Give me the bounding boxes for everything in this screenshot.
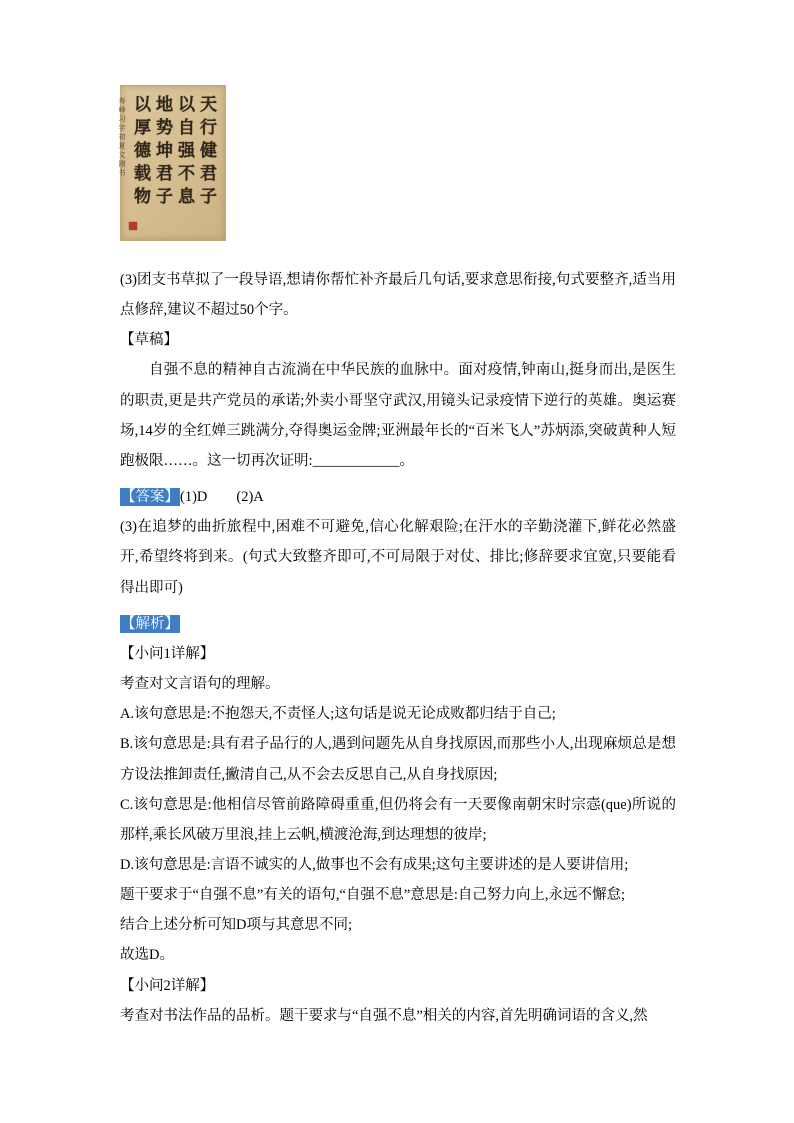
draft-period: 。 [399,452,415,469]
sub2-label: 【小问2详解】 [120,977,215,994]
draft-paragraph [120,355,676,476]
red-seal-icon [129,222,137,230]
analysis-line: 故选D。 [120,947,174,964]
calligraphy-text [118,95,217,231]
answer-part3-paragraph: (3)在追梦的曲折旅程中,困难不可避免,信心化解艰险;在汗水的辛勤浇灌下,鲜花必然盛开,希望终将到来。(句式大致整齐即可,不可局限于对仗、排比;修辞要求宜宽,只要能看得出即可) [120,519,676,596]
answer-blank: ____________ [312,452,400,469]
calligraphy-column-2: 以自强不息 [175,95,194,210]
analysis-line: 结合上述分析可知D项与其意思不同; [120,917,352,934]
analysis-line: D.该句意思是:言语不诚实的人,做事也不会有成果;这句主要讲述的是人要讲信用; [120,856,629,873]
calligraphy-signature: 寿峰习字初夏文刚书 [118,97,126,178]
answer-line [120,482,676,512]
draft-label: 【草稿】 [120,332,178,349]
calligraphy-image [120,85,226,241]
analysis-line: C.该句意思是:他相信尽管前路障碍重重,但仍将会有一天要像南朝宋时宗悫(que)所说的那样,乘长风破万里浪,挂上云帆,横渡沧海,到达理想的彼岸; [120,796,676,843]
question-part3-paragraph: (3)团支书草拟了一段导语,想请你帮忙补齐最后几句话,要求意思衔接,句式要整齐,适当用点修辞,建议不超过50个字。 [120,272,676,319]
calligraphy-column-1: 天行健君子 [197,95,216,210]
sub2-paragraph: 考查对书法作品的品析。题干要求与“自强不息”相关的内容,首先明确词语的含义,然 [120,1007,648,1024]
analysis-label: 【解析】 [121,615,179,632]
analysis-line: A.该句意思是:不抱怨天,不责怪人;这句话是说无论成败都归结于自己; [120,706,556,723]
calligraphy-column-3: 地势坤君子 [153,95,172,210]
analysis-line: 题干要求于“自强不息”有关的语句,“自强不息”意思是:自己努力向上,永远不懈怠; [120,887,626,904]
sub1-label: 【小问1详解】 [120,645,215,662]
analysis-line: B.该句意思是:具有君子品行的人,遇到问题先从自身找原因,而那些小人,出现麻烦总是想方设法推卸责任,撇清自己,从不会去反思自己,从自身找原因; [120,736,676,783]
calligraphy-column-4: 以厚德载物 [131,95,150,210]
answer-label: 【答案】 [121,489,179,506]
analysis-line: 考查对文言语句的理解。 [120,676,280,693]
draft-text: 自强不息的精神自古流淌在中华民族的血脉中。面对疫情,钟南山,挺身而出,是医生的职责,更是共产党员的承诺;外卖小哥坚守武汉,用镜头记录疫情下逆行的英雄。奥运赛场,14岁的全红婵三跳满分,夺得奥运金牌;亚洲最年长的“百米飞人”苏炳添,突破黄种人短跑极限……。这一切再次证明: [120,362,676,469]
analysis-label-line [120,609,676,639]
answer-items: (1)D (2)A [180,489,264,506]
